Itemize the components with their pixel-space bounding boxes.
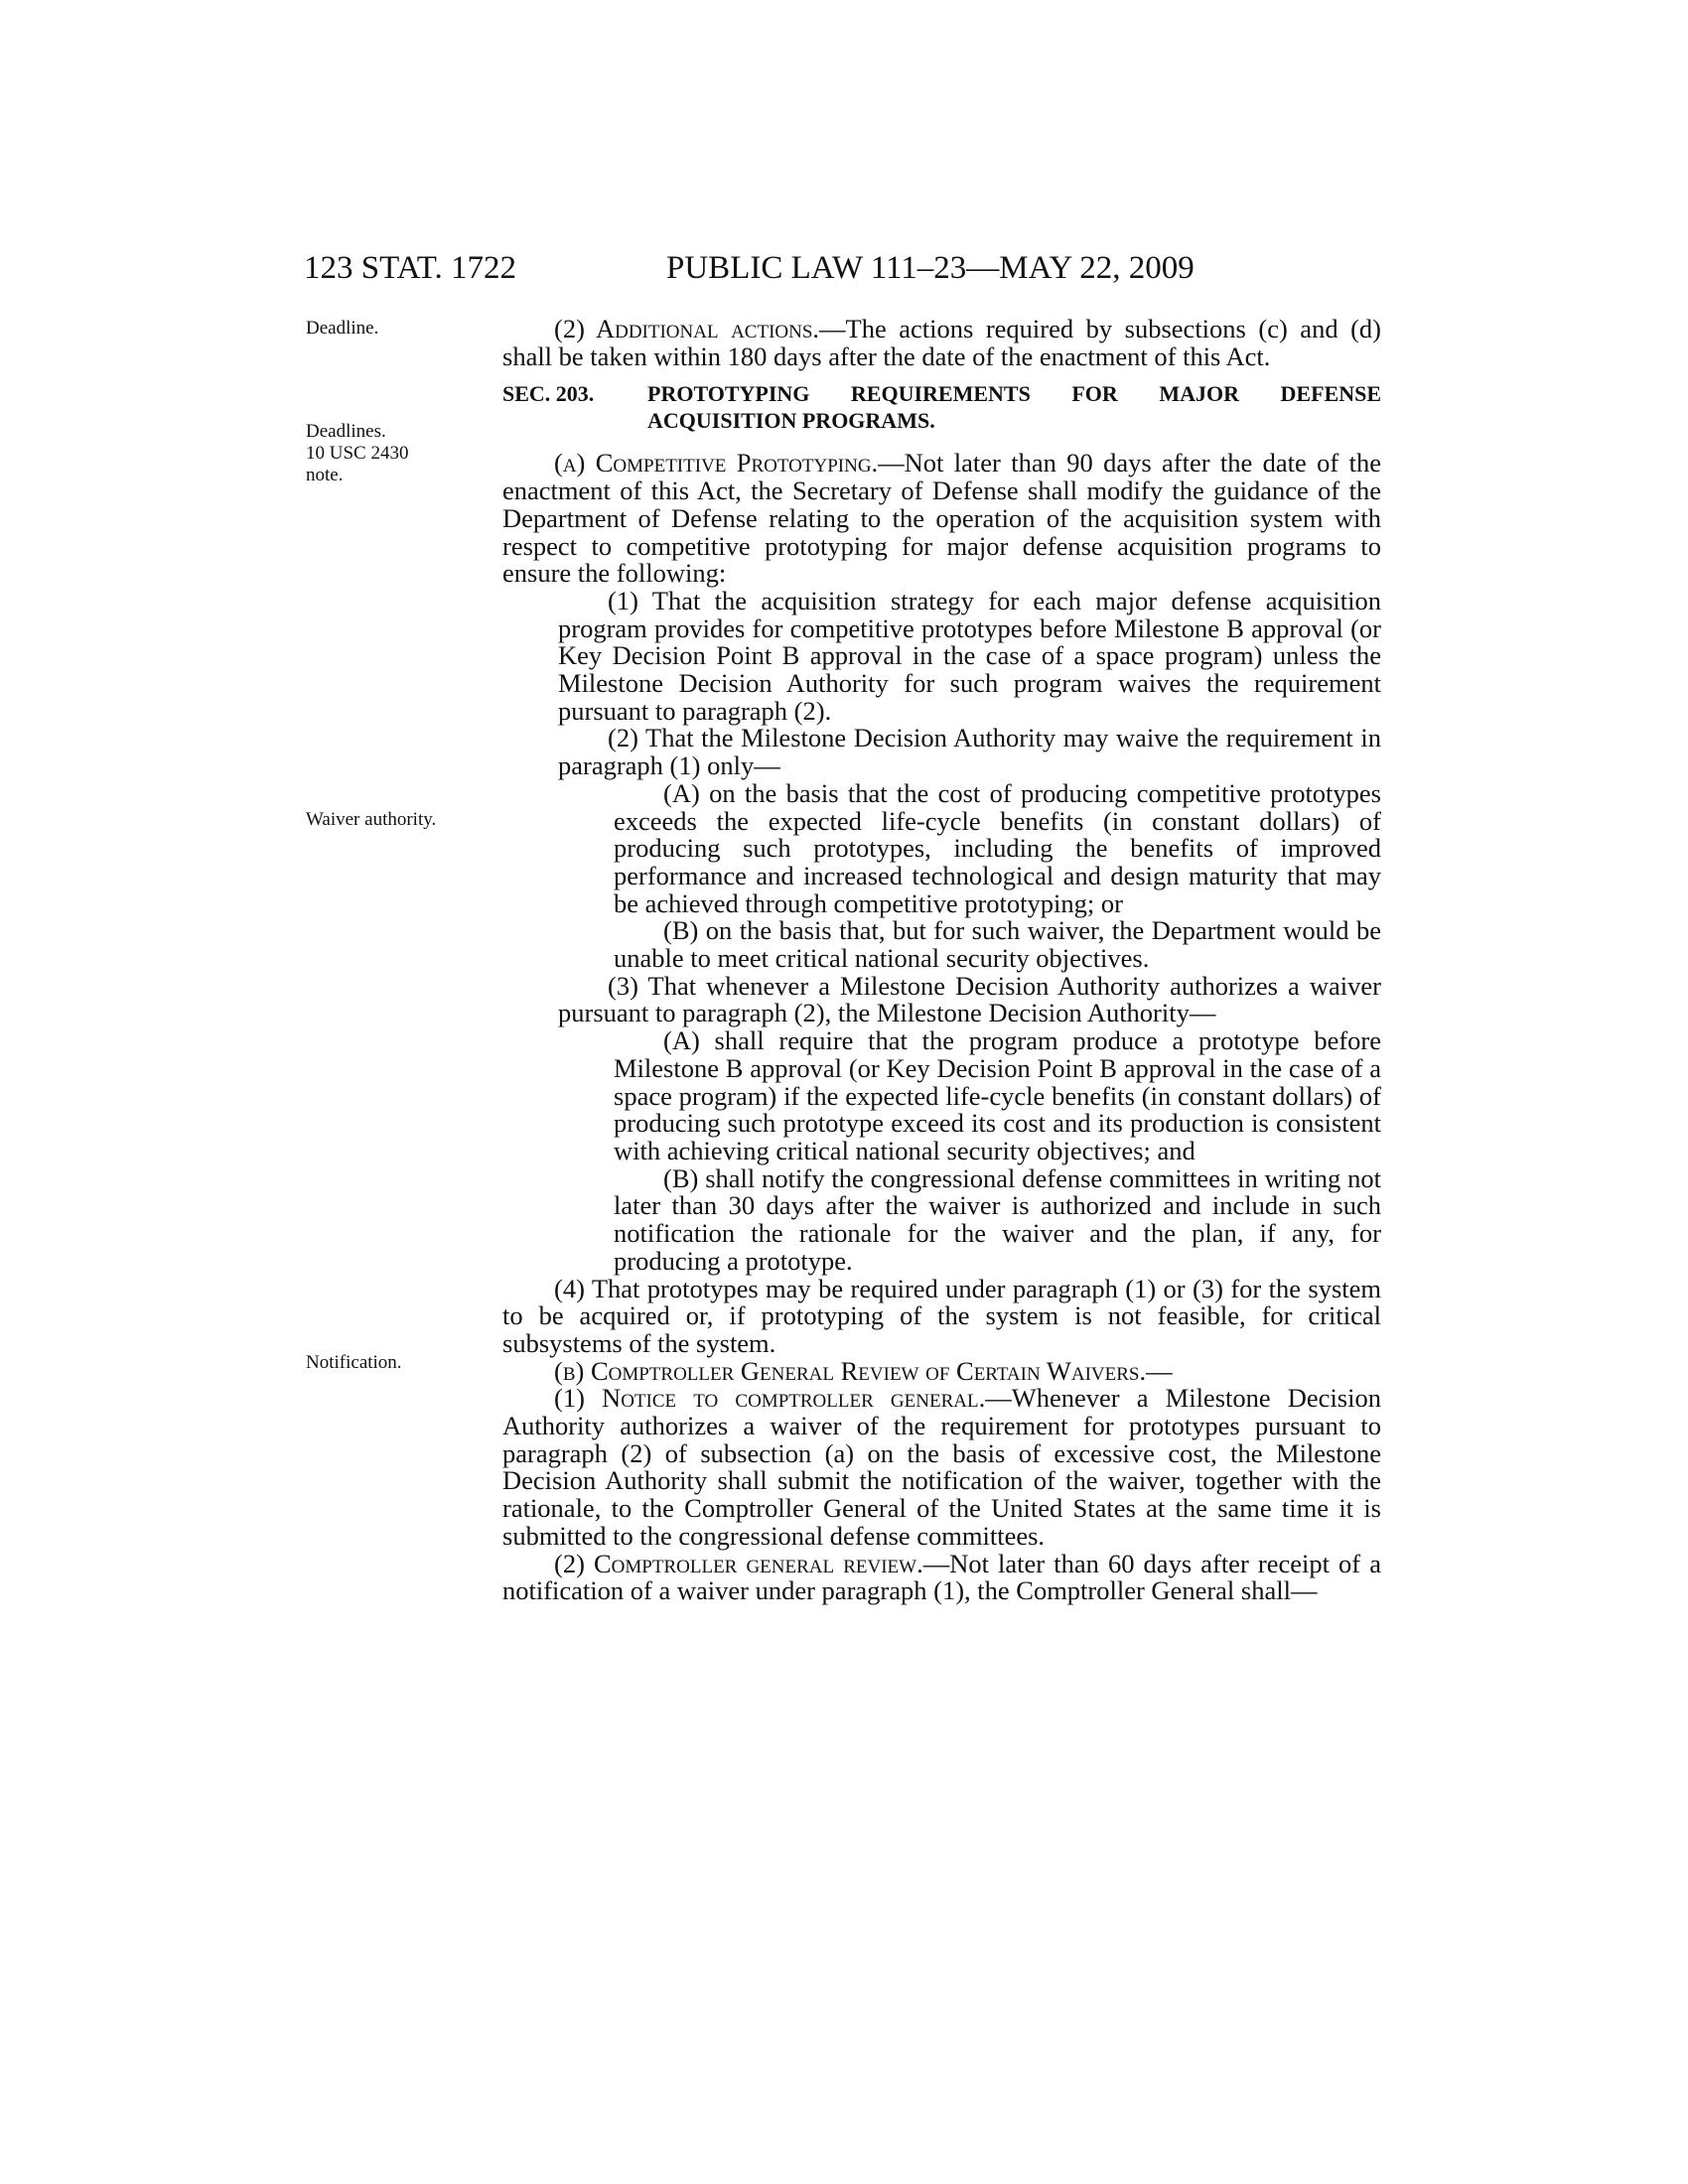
subparagraph-a2B: (B) on the basis that, but for such waiver, the Department would be unable to meet critical national security objectives. [614,915,1381,974]
subsection-text: —Not later than 90 days after the date of the enactment of this Act, the Secretary of Defense shall modify the guidance of the Department of Defense relating to the operation of the acquisition system with respect to competitive prototyping for major defense acquisition programs to ensure the following: [502,448,1381,589]
statute-body [502,316,1381,1605]
paragraph-heading: (2) Additional actions. [554,314,820,343]
margin-note-note: note. [306,465,344,485]
paragraph-text: —The actions required by subsections (c) and (d) shall be taken within 180 days after the date of the enactment of this Act. [502,314,1381,371]
margin-note-deadline: Deadline. [306,318,379,339]
subparagraph-a3A: (A) shall require that the program produce a prototype before Milestone B approval (or Key Decision Point B approval in the case of a space program) if the expected life-cycle benefits (in constant dollars) of producing such prototype exceed its cost and its production is consistent with achieving critical national security objectives; and [614,1025,1381,1165]
paragraph-text: —Not later than 60 days after receipt of a notification of a waiver under paragraph (1), the Comptroller General shall— [502,1548,1381,1606]
paragraph-text: —Whenever a Milestone Decision Authority authorizes a waiver of the requirement for prototypes pursuant to paragraph (2) of subsection (a) on the basis of excessive cost, the Milestone Decision Authority shall submit the notification of the waiver, together with the rationale, to the Comptroller General of the United States at the same time it is submitted to the congressional defense committees. [502,1383,1381,1551]
margin-note-usc-cite: 10 USC 2430 [306,443,409,464]
paragraph-b1 [502,1385,1381,1550]
paragraph-b2 [502,1548,1381,1606]
margin-note-waiver-authority: Waiver authority. [306,809,437,830]
paragraph-a1: (1) That the acquisition strategy for each major defense acquisition program provides for competitive prototypes before Milestone B approval (or Key Decision Point B approval in the case of a space program) unless the Milestone Decision Authority for such program waives the requirement pursuant to paragraph (2). [558,585,1381,726]
section-title: PROTOTYPING REQUIREMENTS FOR MAJOR DEFENSE ACQUISITION PROGRAMS. [647,381,1381,434]
paragraph-a2: (2) That the Milestone Decision Authority may waive the requirement in paragraph (1) only— [558,723,1381,781]
section-number: SEC. 203. [502,381,595,407]
paragraph-heading: (2) Comptroller general review. [554,1548,923,1578]
subparagraph-a3B: (B) shall notify the congressional defense committees in writing not later than 30 days after the waiver is authorized and include in such notification the rationale for the waiver and the plan, if any, for producing a prototype. [614,1162,1381,1276]
paragraph-a4: (4) That prototypes may be required under paragraph (1) or (3) for the system to be acquired or, if prototyping of the system is not feasible, for critical subsystems of the system. [502,1273,1381,1358]
paragraph-additional-actions [502,316,1381,370]
page-citation: 123 STAT. 1722 [304,250,517,286]
subsection-heading: (a) Competitive Prototyping. [554,448,879,478]
paragraph-heading: (1) Notice to comptroller general. [554,1383,986,1414]
section-heading [502,380,1381,434]
subsection-a [502,450,1381,588]
margin-note-notification: Notification. [306,1352,402,1373]
law-title: PUBLIC LAW 111–23—MAY 22, 2009 [666,250,1195,286]
subsection-b-heading: (b) Comptroller General Review of Certain Waivers.— [554,1355,1173,1386]
margin-note-deadlines [306,421,485,486]
subparagraph-a2A: (A) on the basis that the cost of producing competitive prototypes exceeds the expected life-cycle benefits (in constant dollars) of producing such prototypes, including the benefits of improved performance and increased technological and design maturity that may be achieved through competitive prototyping; or [614,777,1381,918]
paragraph-a3: (3) That whenever a Milestone Decision Authority authorizes a waiver pursuant to paragraph (2), the Milestone Decision Authority— [558,970,1381,1028]
margin-note-deadlines-label: Deadlines. [306,421,386,442]
running-head [304,248,1386,288]
